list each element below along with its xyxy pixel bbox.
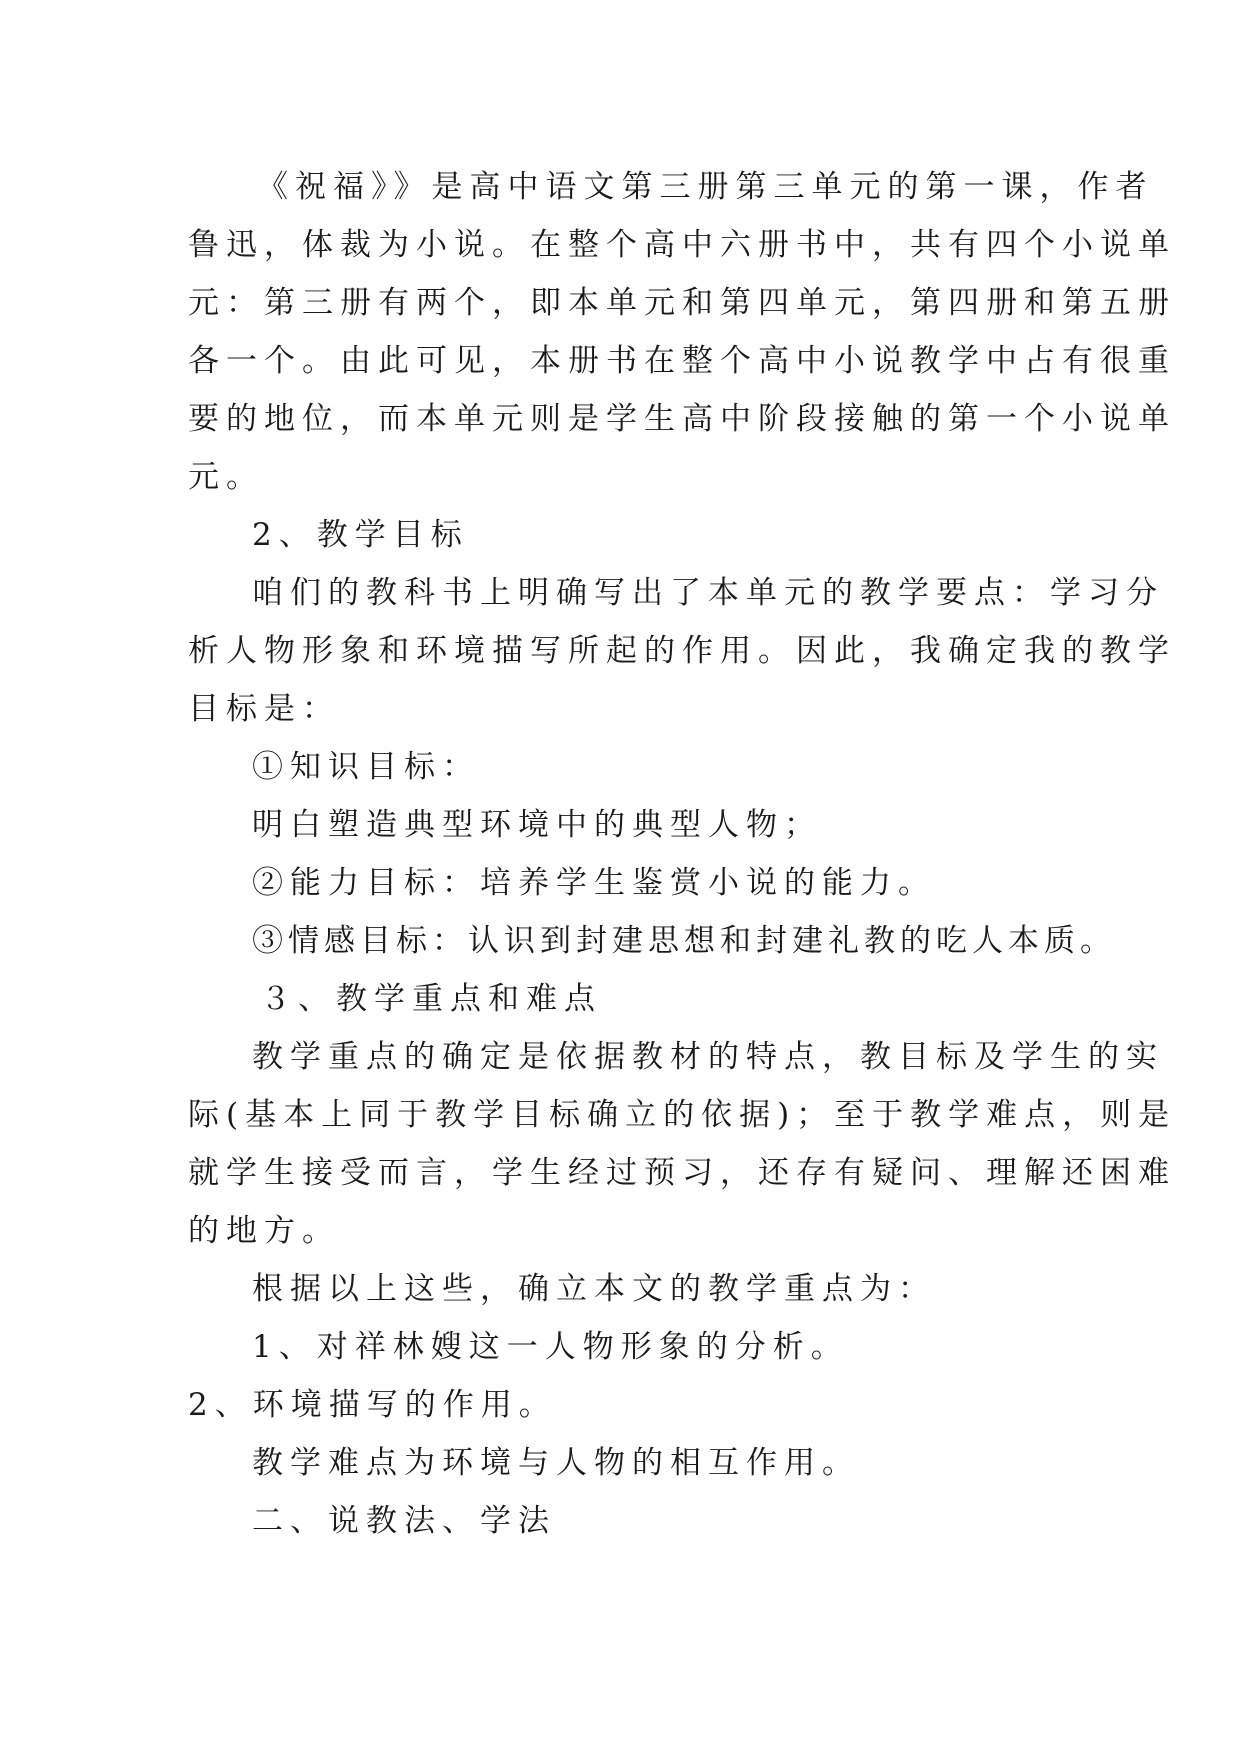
paragraph-line: 元。 [188, 459, 264, 495]
paragraph-line: 教学难点为环境与人物的相互作用。 [252, 1445, 860, 1481]
paragraph-line: 目标是： [188, 691, 340, 727]
list-item: 1、对祥林嫂这一人物形象的分析。 [252, 1329, 849, 1365]
paragraph-line: 教学重点的确定是依据教材的特点，教目标及学生的实 [252, 1039, 1164, 1075]
section-heading: 二、说教法、学法 [252, 1503, 556, 1539]
paragraph-line: 就学生接受而言，学生经过预习，还存有疑问、理解还困难 [188, 1155, 1176, 1191]
paragraph-line: 各一个。由此可见，本册书在整个高中小说教学中占有很重 [188, 343, 1176, 379]
list-item: 2、环境描写的作用。 [188, 1387, 557, 1423]
paragraph-line: 明白塑造典型环境中的典型人物； [252, 807, 822, 843]
section-heading: 2、教学目标 [252, 517, 469, 553]
paragraph-line: 根据以上这些，确立本文的教学重点为： [252, 1271, 936, 1307]
paragraph-line: 要的地位，而本单元则是学生高中阶段接触的第一个小说单 [188, 401, 1176, 437]
paragraph-line: 咱们的教科书上明确写出了本单元的教学要点：学习分 [252, 575, 1164, 611]
paragraph-line: 际(基本上同于教学目标确立的依据)；至于教学难点，则是 [188, 1097, 1177, 1133]
paragraph-line: 析人物形象和环境描写所起的作用。因此，我确定我的教学 [188, 633, 1176, 669]
section-heading: ３、教学重点和难点 [260, 981, 602, 1017]
paragraph-line: 元：第三册有两个，即本单元和第四单元，第四册和第五册 [188, 285, 1176, 321]
paragraph-line: 的地方。 [188, 1213, 340, 1249]
list-item: ②能力目标：培养学生鉴赏小说的能力。 [252, 865, 936, 901]
list-item: ③情感目标：认识到封建思想和封建礼教的吃人本质。 [252, 923, 1116, 959]
paragraph-line: 《祝福》》是高中语文第三册第三单元的第一课，作者 [257, 169, 1154, 205]
list-item: ①知识目标： [252, 749, 480, 785]
paragraph-line: 鲁迅，体裁为小说。在整个高中六册书中，共有四个小说单 [188, 227, 1176, 263]
